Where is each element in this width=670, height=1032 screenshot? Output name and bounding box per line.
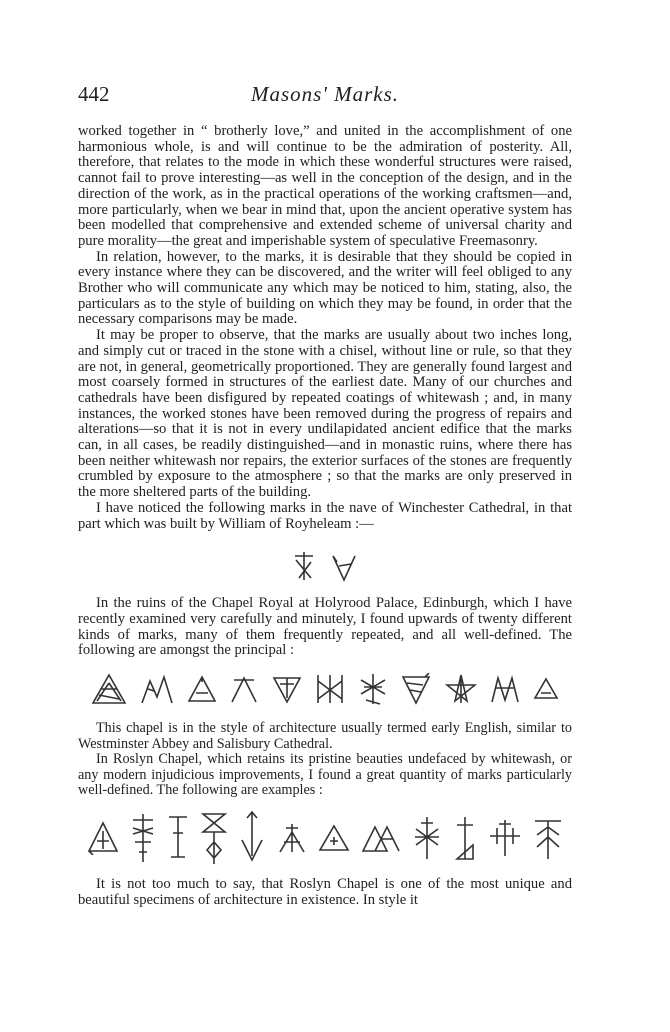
branch-mark-icon (533, 815, 563, 861)
open-triangle-mark-icon (230, 674, 258, 704)
winchester-marks (78, 552, 572, 582)
arrow-v-mark-icon (239, 810, 265, 866)
paragraph-winchester: I have noticed the following marks in the nave of Winchester Cathedral, in that part which was built by William of Royheleam :— (78, 499, 572, 532)
window-mark-icon (315, 673, 345, 705)
triangle-dot-mark-icon (318, 823, 350, 853)
cross-triangle-mark-icon (293, 552, 315, 582)
double-cross-mark-icon (488, 818, 522, 858)
page-header (78, 82, 572, 106)
paragraph-chapel-style: This chapel is in the style of architecture usually termed early English, similar to Westminster Abbey and Salisbury Cathedral. (78, 720, 572, 752)
star-mark-icon (445, 673, 477, 705)
paragraph-roslyn-unique: It is not too much to say, that Roslyn Chapel is one of the most unique and beautiful specimens of architecture in existence. In style it (78, 876, 572, 908)
paragraph-holyrood: In the ruins of the Chapel Royal at Holyrood Palace, Edinburgh, which I have recently examined very carefully and minutely, I found upwards of twenty different kinds of marks, many of them frequently repeated, and all well-defined. The following are amongst the principal : (78, 595, 572, 659)
inverted-triangle-mark-icon (272, 674, 302, 704)
hook-triangle-mark-icon (453, 815, 477, 861)
roslyn-marks (78, 809, 572, 867)
inverted-hatched-mark-icon (401, 673, 431, 705)
paragraph-continuation: worked together in “ brotherly love,” and united in the accomplishment of one harmonious whole, is and will continue to be the admiration of posterity. All, therefore, that relates to the mode in which these wonderful structures were raised, cannot fail to prove interesting—as well in the conception of the design, and in the direction of the work, as in the practical operations of the working craftsmen—and, more particularly, when we bear in mind that, upon the ancient operative system has been modelled that comprehensive and extended scheme of universal charity and pure morality—the great and imperishable system of speculative Freemasonry. (78, 123, 572, 249)
page-body (78, 124, 572, 908)
asterisk-cross-mark-icon (358, 672, 388, 706)
hourglass-cross-mark-icon (200, 810, 228, 866)
v-hook-mark-icon (331, 552, 357, 582)
paragraph-roslyn: In Roslyn Chapel, which retains its pristine beauties undefaced by whitewash, or any modern injudicious improvements, I found a great quantity of marks particularly well-defined. The following are examples : (78, 751, 572, 799)
triangle-cross-mark-icon (87, 821, 119, 855)
small-triangle-mark-icon (533, 676, 559, 702)
star-cross-mark-icon (412, 815, 442, 861)
double-triangle-mark-icon (361, 823, 401, 853)
running-title: Masons' Marks. (251, 82, 399, 106)
paragraph-relation: In relation, however, to the marks, it is desirable that they should be copied in every instance where they can be discovered, and the writer will feel obliged to any Brother who will communicate any which may be noticed to him, stating, also, the particulars as to the style of building on which they may be found, in order that the necessary comparisons may be made. (78, 248, 572, 328)
page-number: 442 (78, 82, 110, 106)
triangle-dot-mark-icon (187, 674, 217, 704)
triangle-hatched-mark-icon (91, 673, 127, 705)
stacked-cross-mark-icon (130, 812, 156, 864)
zigzag-mark-icon (490, 674, 520, 704)
holyrood-marks (78, 667, 572, 711)
paragraph-observe: It may be proper to observe, that the marks are usually about two inches long, and simply cut or traced in the stone with a chisel, without line or rule, so that they are not, in general, geometrically proportioned. They are generally found largest and most coarsely formed in structures of the earliest date. Many of our churches and cathedrals have been disfigured by repeated coatings of whitewash ; and, in many instances, the worked stones have been removed during the progress of repairs and alterations—so that it is not in every undilapidated ancient edifice that the marks can, in all cases, be readily distinguished—and in monastic ruins, where there has been neither whitewash nor repairs, the exterior surfaces of the stones are frequently crumbled by exposure to the atmosphere ; so that the marks are only preserved in the more sheltered parts of the building. (78, 327, 572, 501)
triangle-fork-mark-icon (276, 822, 308, 854)
t-bar-mark-icon (167, 813, 189, 863)
double-chevron-mark-icon (140, 673, 174, 705)
